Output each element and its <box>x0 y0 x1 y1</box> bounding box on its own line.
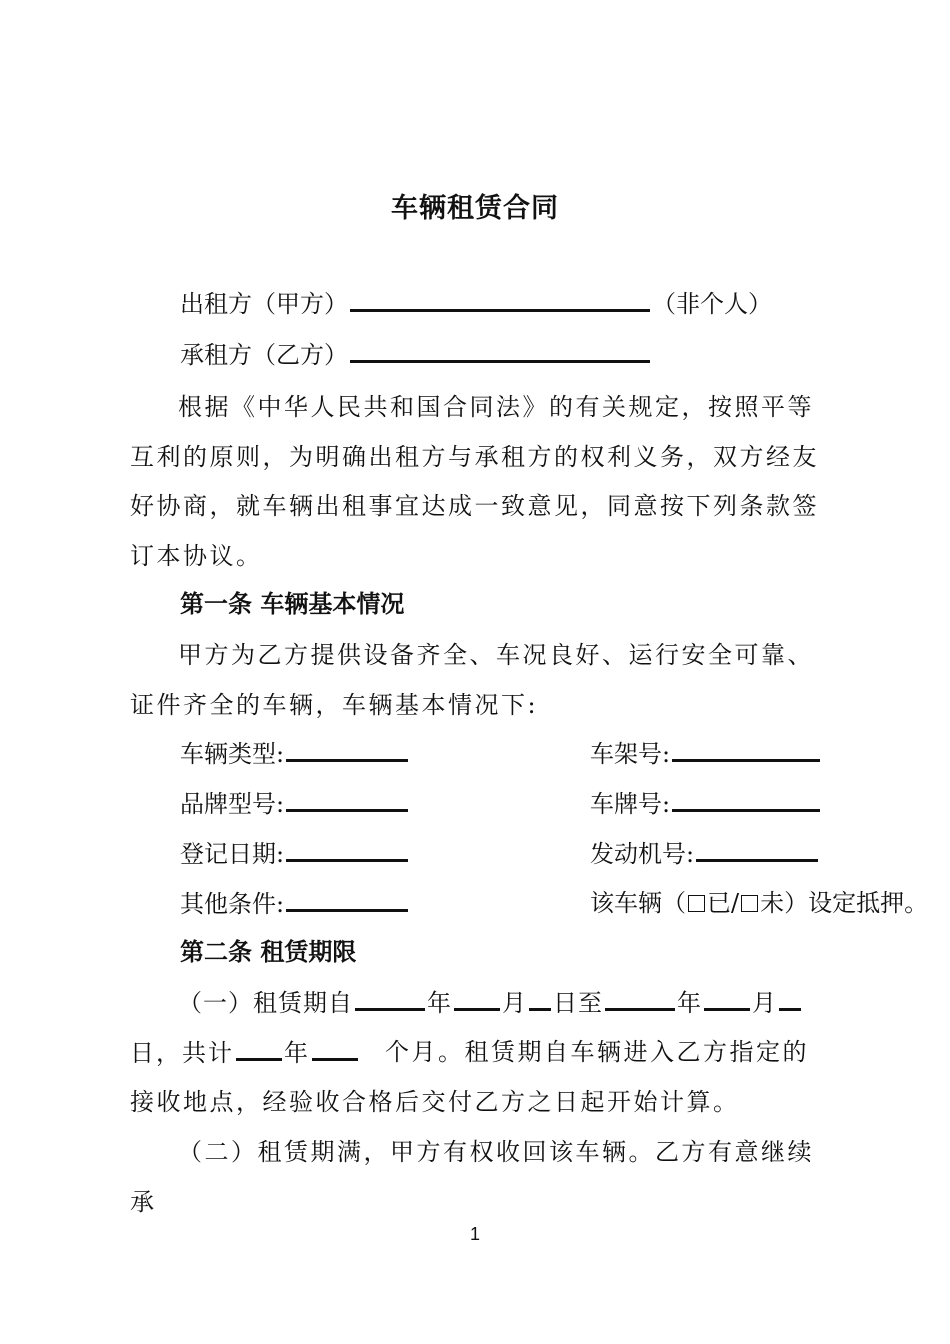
day-to-label: 日至 <box>553 989 603 1017</box>
article2-p2: （二）租赁期满，甲方有权收回该车辆。乙方有意继续承 <box>130 1138 814 1216</box>
reg-date-label: 登记日期: <box>180 840 285 868</box>
lessee-label: 承租方（乙方） <box>180 341 348 369</box>
mortgage-no-checkbox[interactable] <box>741 895 758 912</box>
lease-term-rest: 个月。租赁期自车辆进入乙方指定的接收地点，经验收合格后交付乙方之日起开始计算。 <box>130 1038 809 1116</box>
lease-term-line-1 <box>130 982 878 1022</box>
page-title: 车辆租赁合同 <box>391 193 559 224</box>
lessee-blank[interactable] <box>350 334 650 363</box>
vehicle-type-label: 车辆类型: <box>180 740 285 768</box>
year-label-3: 年 <box>284 1039 310 1067</box>
lessor-note: （非个人） <box>652 290 772 318</box>
year-label-2: 年 <box>677 989 702 1017</box>
lessee-line <box>130 334 880 374</box>
lessor-line <box>130 283 880 323</box>
other-blank[interactable] <box>286 883 408 912</box>
field-row-4 <box>130 883 929 923</box>
mortgage-group <box>590 883 928 923</box>
article1-body: 甲方为乙方提供设备齐全、车况良好、运行安全可靠、证件齐全的车辆，车辆基本情况下: <box>130 641 814 719</box>
month-label-1: 月 <box>502 989 527 1017</box>
field-row-1 <box>130 733 880 773</box>
end-day-blank[interactable] <box>779 982 801 1011</box>
end-year-blank[interactable] <box>605 982 675 1011</box>
mortgage-prefix: 该车辆（ <box>590 889 686 917</box>
engine-no-blank[interactable] <box>696 833 818 862</box>
reg-date-blank[interactable] <box>286 833 408 862</box>
frame-no-label: 车架号: <box>590 740 671 768</box>
brand-model-label: 品牌型号: <box>180 790 285 818</box>
start-month-blank[interactable] <box>454 982 500 1011</box>
lease-start-label: （一）租赁期自 <box>178 989 353 1017</box>
engine-no-group <box>590 833 820 874</box>
field-row-3 <box>130 833 880 873</box>
end-month-blank[interactable] <box>704 982 750 1011</box>
intro-paragraph: 根据《中华人民共和国合同法》的有关规定，按照平等互利的原则，为明确出租方与承租方的权利义务，双方经友好协商，就车辆出租事宜达成一致意见，同意按下列条款签订本协议。 <box>130 393 819 570</box>
year-label-1: 年 <box>427 989 452 1017</box>
article1-heading: 第一条 车辆基本情况 <box>180 590 405 618</box>
vehicle-type-blank[interactable] <box>286 733 408 762</box>
total-label: 日，共计 <box>130 1039 234 1067</box>
start-year-blank[interactable] <box>355 982 425 1011</box>
page-number: 1 <box>469 1224 480 1244</box>
plate-no-group <box>590 783 822 824</box>
brand-model-blank[interactable] <box>286 783 408 812</box>
frame-no-group <box>590 733 822 774</box>
mortgage-yes-checkbox[interactable] <box>688 895 705 912</box>
start-day-blank[interactable] <box>529 982 551 1011</box>
engine-no-label: 发动机号: <box>590 840 695 868</box>
article2-heading: 第二条 租赁期限 <box>180 938 357 966</box>
mortgage-yes-label: 已/ <box>707 889 740 917</box>
field-row-2 <box>130 783 880 823</box>
plate-no-label: 车牌号: <box>590 790 671 818</box>
lessor-label: 出租方（甲方） <box>180 290 348 318</box>
frame-no-blank[interactable] <box>672 733 820 762</box>
other-label: 其他条件: <box>180 890 285 918</box>
lessor-blank[interactable] <box>350 283 650 312</box>
plate-no-blank[interactable] <box>672 783 820 812</box>
mortgage-no-label: 未）设定抵押。 <box>760 889 929 917</box>
month-label-2: 月 <box>752 989 777 1017</box>
